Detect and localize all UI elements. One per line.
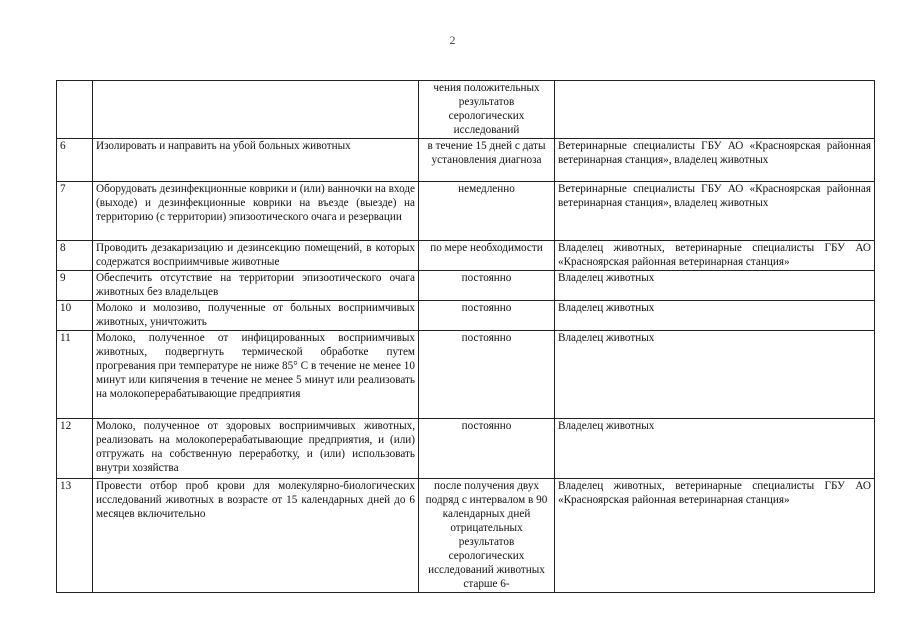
measure-text: Оборудовать дезинфекционные коврики и (или) ванночки на входе (выходе) и дезинфекционные коврики на въезде (выезде) на территорию (с территории) эпизоотического очага и резервации: [93, 182, 419, 241]
table-row: [57, 479, 875, 593]
row-number: 7: [57, 182, 93, 241]
responsible-text: Владелец животных: [555, 271, 875, 301]
measure-text: Изолировать и направить на убой больных животных: [93, 139, 419, 182]
measure-text: Обеспечить отсутствие на территории эпизоотического очага животных без владельцев: [93, 271, 419, 301]
measure-text: Молоко, полученное от инфицированных восприимчивых животных, подвергнуть термической обработке путем прогревания при температуре не ниже 85° С в течение не менее 10 минут или кипячения в течение не менее 5 минут или реализовать на молокоперерабатывающие предприятия: [93, 331, 419, 419]
page-number: 2: [449, 33, 456, 47]
deadline-text: постоянно: [419, 301, 555, 331]
measure-text: Молоко и молозиво, полученные от больных восприимчивых животных, уничтожить: [93, 301, 419, 331]
responsible-text: Ветеринарные специалисты ГБУ АО «Красноярская районная ветеринарная станция», владелец животных: [555, 139, 875, 182]
deadline-text: по мере необходимости: [419, 241, 555, 271]
deadline-text: в течение 15 дней с даты установления диагноза: [419, 139, 555, 182]
measure-text: Провести отбор проб крови для молекулярно-биологических исследований животных в возрасте от 15 календарных дней до 6 месяцев включительно: [93, 479, 419, 593]
table-row: [57, 241, 875, 271]
deadline-text: немедленно: [419, 182, 555, 241]
measure-text: [93, 81, 419, 139]
row-number: 13: [57, 479, 93, 593]
row-number: 8: [57, 241, 93, 271]
deadline-text: постоянно: [419, 419, 555, 479]
table-row: [57, 81, 875, 139]
deadline-text: чения положительных результатов серологических исследований: [419, 81, 555, 139]
table-row: [57, 139, 875, 182]
responsible-text: [555, 81, 875, 139]
table-row: [57, 182, 875, 241]
deadline-text: после получения двух подряд с интервалом в 90 календарных дней отрицательных результатов серологических исследований животных старше 6-: [419, 479, 555, 593]
row-number: [57, 81, 93, 139]
measures-table: [56, 80, 875, 593]
row-number: 10: [57, 301, 93, 331]
row-number: 9: [57, 271, 93, 301]
row-number: 6: [57, 139, 93, 182]
responsible-text: Ветеринарные специалисты ГБУ АО «Красноярская районная ветеринарная станция», владелец животных: [555, 182, 875, 241]
responsible-text: Владелец животных: [555, 301, 875, 331]
responsible-text: Владелец животных, ветеринарные специалисты ГБУ АО «Красноярская районная ветеринарная станция»: [555, 241, 875, 271]
deadline-text: постоянно: [419, 331, 555, 419]
responsible-text: Владелец животных, ветеринарные специалисты ГБУ АО «Красноярская районная ветеринарная станция»: [555, 479, 875, 593]
responsible-text: Владелец животных: [555, 331, 875, 419]
measure-text: Молоко, полученное от здоровых восприимчивых животных, реализовать на молокоперерабатывающие предприятия, и (или) отгружать на собственную переработку, и (или) использовать внутри хозяйства: [93, 419, 419, 479]
table-row: [57, 419, 875, 479]
deadline-text: постоянно: [419, 271, 555, 301]
responsible-text: Владелец животных: [555, 419, 875, 479]
measure-text: Проводить дезакаризацию и дезинсекцию помещений, в которых содержатся восприимчивые животные: [93, 241, 419, 271]
row-number: 12: [57, 419, 93, 479]
table-row: [57, 271, 875, 301]
row-number: 11: [57, 331, 93, 419]
table-row: [57, 331, 875, 419]
table-row: [57, 301, 875, 331]
